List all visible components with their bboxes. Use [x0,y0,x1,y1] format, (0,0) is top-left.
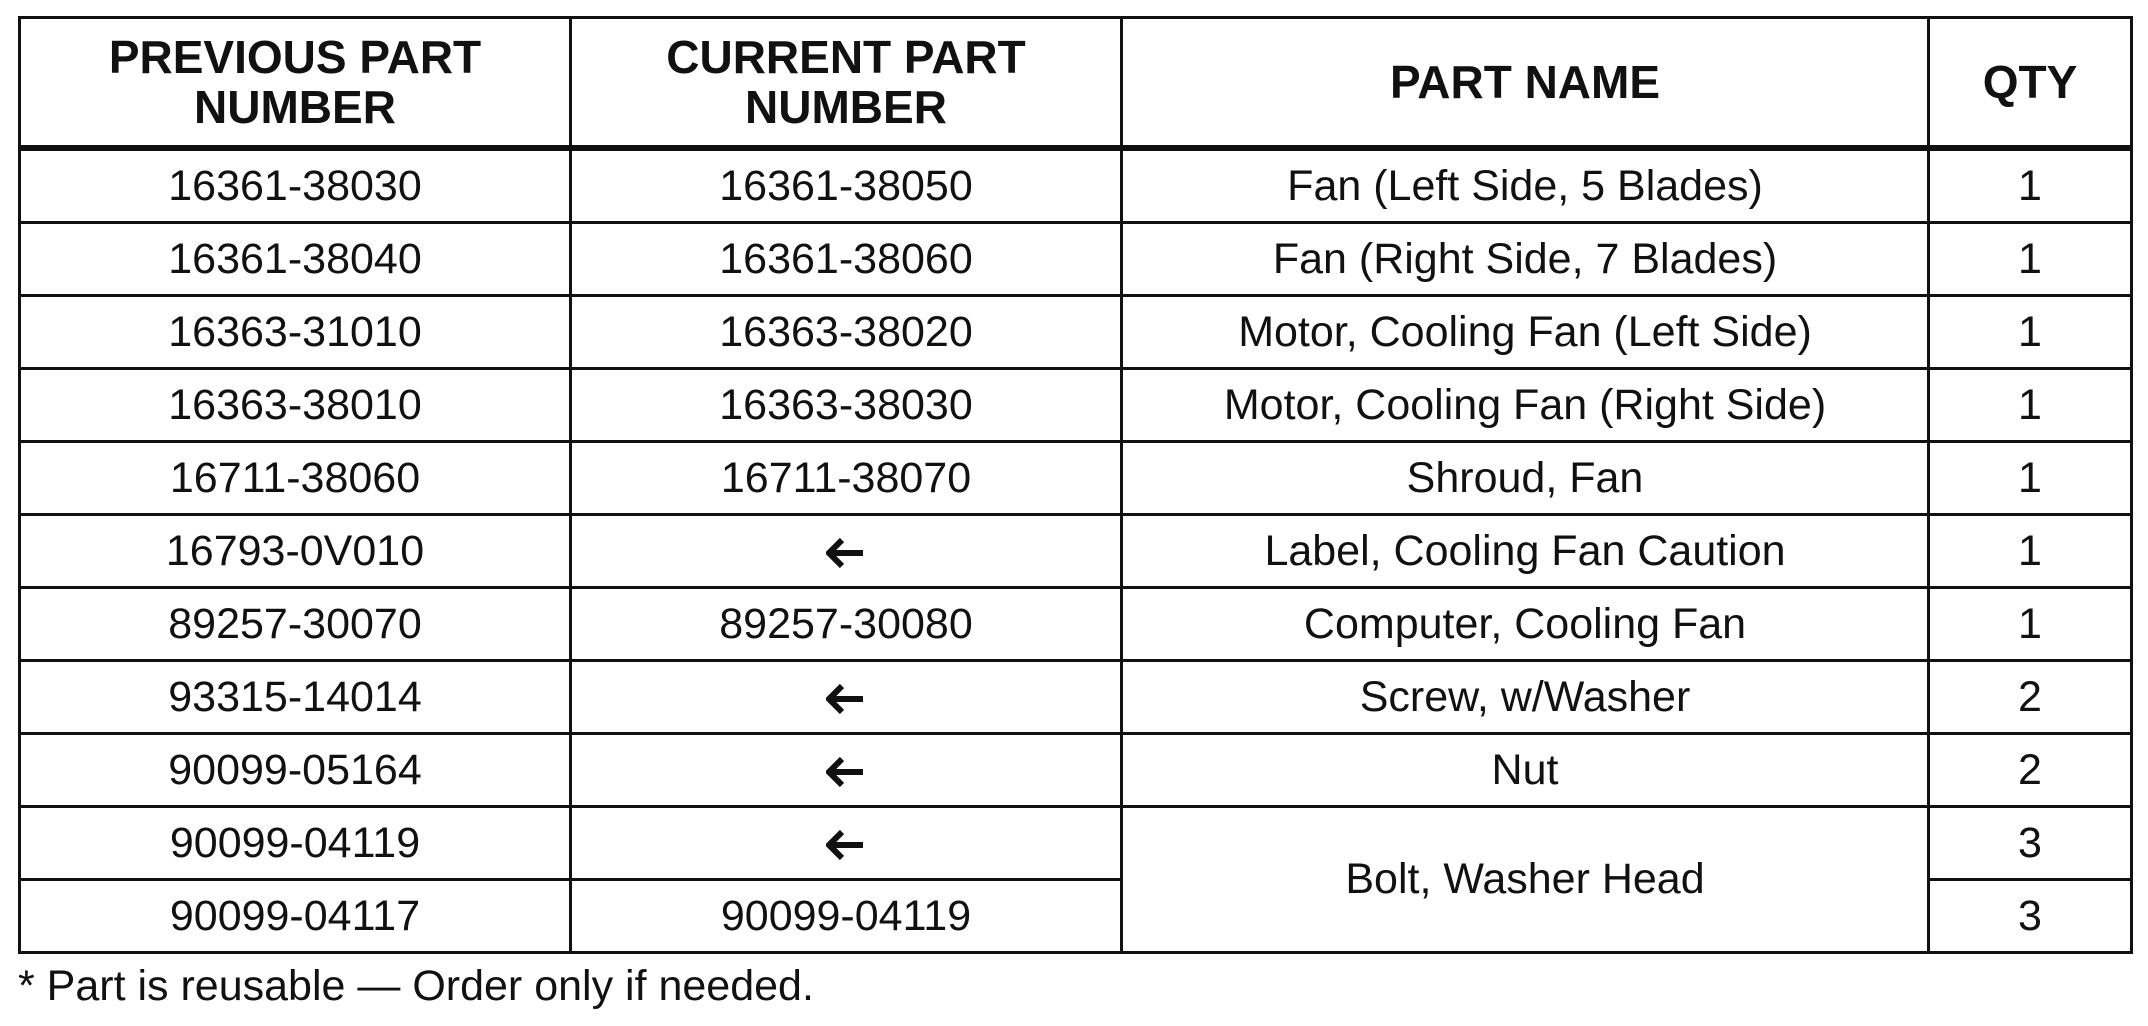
previous-part-number-cell: 93315-14014 [20,661,571,734]
current-part-number-cell: 90099-04119 [571,880,1122,953]
previous-part-number-cell: 16361-38030 [20,148,571,223]
qty-cell: 1 [1929,223,2132,296]
qty-cell: 1 [1929,148,2132,223]
qty-cell: 2 [1929,661,2132,734]
part-name-cell: Motor, Cooling Fan (Left Side) [1122,296,1929,369]
header-previous-part-number [20,18,571,149]
arrow-left-icon [826,683,866,715]
part-name-cell: Nut [1122,734,1929,807]
previous-part-number-cell: 90099-05164 [20,734,571,807]
previous-part-number-cell: 16793-0V010 [20,515,571,588]
current-part-number-cell [571,807,1122,880]
previous-part-number-cell: 90099-04119 [20,807,571,880]
previous-part-number-cell: 16711-38060 [20,442,571,515]
parts-table [18,16,2133,954]
header-previous-line-2: NUMBER [194,81,396,133]
current-part-number-cell [571,734,1122,807]
table-row [20,369,2132,442]
current-part-number-cell: 16361-38060 [571,223,1122,296]
table-row [20,661,2132,734]
part-name-cell: Screw, w/Washer [1122,661,1929,734]
part-name-cell: Motor, Cooling Fan (Right Side) [1122,369,1929,442]
previous-part-number-cell: 16361-38040 [20,223,571,296]
table-row [20,223,2132,296]
current-part-number-cell [571,515,1122,588]
part-name-cell: Shroud, Fan [1122,442,1929,515]
header-current-part-number [571,18,1122,149]
qty-cell: 1 [1929,442,2132,515]
part-name-cell: Computer, Cooling Fan [1122,588,1929,661]
qty-cell: 1 [1929,296,2132,369]
arrow-left-icon [826,537,866,569]
previous-part-number-cell: 16363-31010 [20,296,571,369]
header-current-line-1: CURRENT PART [666,31,1026,83]
header-part-name: PART NAME [1122,18,1929,149]
current-part-number-cell: 16361-38050 [571,148,1122,223]
table-row [20,148,2132,223]
part-name-cell: Bolt, Washer Head [1122,807,1929,953]
table-row [20,442,2132,515]
previous-part-number-cell: 90099-04117 [20,880,571,953]
qty-cell: 3 [1929,880,2132,953]
current-part-number-cell: 16363-38030 [571,369,1122,442]
table-row [20,588,2132,661]
current-part-number-cell: 16363-38020 [571,296,1122,369]
header-previous-line-1: PREVIOUS PART [108,31,482,83]
qty-cell: 3 [1929,807,2132,880]
footnote: * Part is reusable — Order only if needed. [18,962,814,1010]
current-part-number-cell [571,661,1122,734]
table-row [20,734,2132,807]
current-part-number-cell: 16711-38070 [571,442,1122,515]
qty-cell: 1 [1929,369,2132,442]
part-name-cell: Fan (Right Side, 7 Blades) [1122,223,1929,296]
table-row [20,807,2132,880]
header-current-line-2: NUMBER [745,81,947,133]
qty-cell: 2 [1929,734,2132,807]
table-row [20,296,2132,369]
arrow-left-icon [826,756,866,788]
table-row [20,515,2132,588]
header-row [20,18,2132,149]
current-part-number-cell: 89257-30080 [571,588,1122,661]
previous-part-number-cell: 16363-38010 [20,369,571,442]
arrow-left-icon [826,829,866,861]
qty-cell: 1 [1929,588,2132,661]
part-name-cell: Label, Cooling Fan Caution [1122,515,1929,588]
part-name-cell: Fan (Left Side, 5 Blades) [1122,148,1929,223]
header-qty: QTY [1929,18,2132,149]
previous-part-number-cell: 89257-30070 [20,588,571,661]
qty-cell: 1 [1929,515,2132,588]
